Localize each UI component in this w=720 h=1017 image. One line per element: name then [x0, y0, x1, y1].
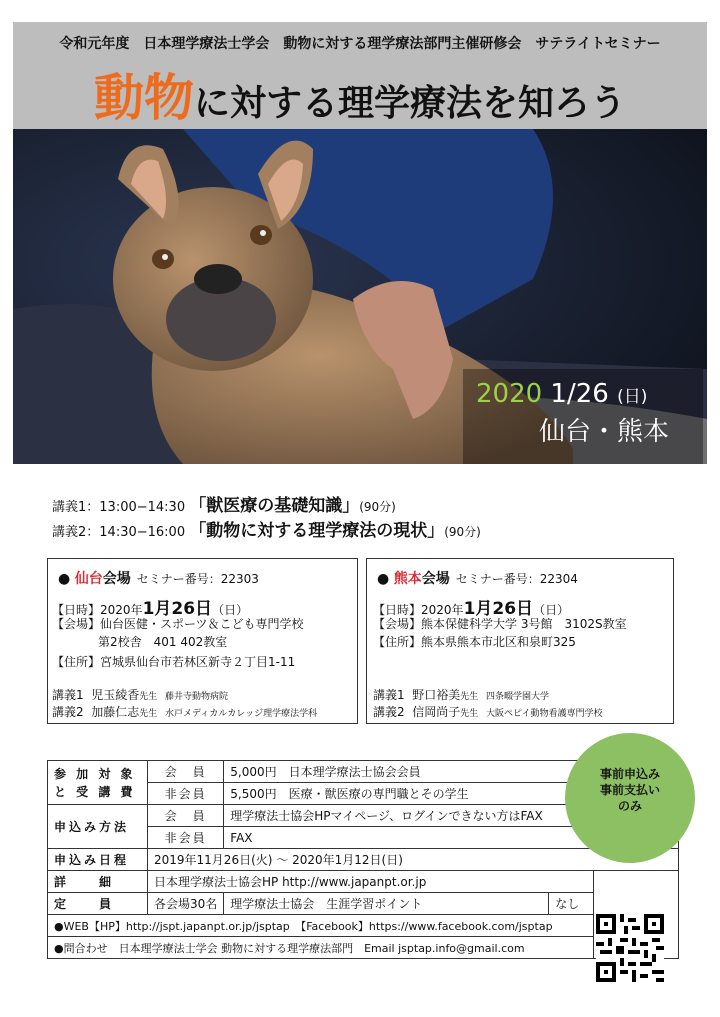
lecturer-honorific: 先生: [139, 692, 158, 702]
lecture-2-title: 「動物に対する理学療法の現状」: [189, 521, 445, 541]
header-subtitle: 令和元年度 日本理学療法士学会 動物に対する理学療法部門主催研修会 サテライトセミナー: [59, 36, 661, 52]
lecturer-affiliation: 四条畷学園大学: [485, 692, 549, 702]
table-row: [48, 871, 679, 893]
title-rest: に対する理学療法を知ろう: [193, 83, 626, 124]
apply-dates-label: 申込み日程: [48, 849, 148, 871]
capacity-label: 定 員: [48, 893, 148, 915]
lecturer-name: 信岡尚子: [412, 705, 461, 719]
lecturer-name: 野口裕美: [412, 688, 461, 702]
bullet-icon: ●: [377, 571, 390, 587]
table-row: [48, 937, 679, 959]
points-value: なし: [549, 893, 594, 915]
qr-code-icon[interactable]: [596, 914, 664, 982]
lecturer-affiliation: 水戸メディカルカレッジ理学療法学科: [164, 709, 318, 719]
date-suffix: （日）: [533, 603, 570, 617]
table-row: [48, 849, 679, 871]
capacity-value: 各会場30名: [148, 893, 224, 915]
date-prefix: 2020年: [100, 603, 143, 617]
date-big: 1月26日: [463, 599, 534, 619]
details-label: 詳 細: [48, 871, 148, 893]
venue-sendai: [47, 558, 358, 724]
date-label: 【日時】: [52, 603, 101, 617]
venue-kumamoto-address: [373, 633, 576, 650]
nonmember-label: 非会員: [148, 783, 224, 805]
lecturer-label: 講義1: [373, 688, 405, 702]
address-label: 【住所】: [52, 655, 101, 669]
event-cities: 仙台・熊本: [539, 417, 670, 447]
table-row: [48, 915, 679, 937]
address-label: 【住所】: [373, 635, 422, 649]
member-label: 会 員: [148, 761, 224, 783]
apply-member-label: 会 員: [148, 805, 224, 827]
prepay-line1: 事前申込み: [599, 767, 660, 781]
lecturer-name: 加藤仁志: [91, 705, 140, 719]
contact-info[interactable]: ●問合わせ 日本理学療法士学会 動物に対する理学療法部門 Email jsptap.info@gmail.com: [48, 937, 594, 959]
apply-method-label: 申込み方法: [48, 805, 148, 849]
venue-kumamoto: [366, 558, 674, 724]
apply-dates-value: 2019年11月26日(火) ～ 2020年1月12日(日): [148, 849, 679, 871]
address-value: 熊本県熊本市北区和泉町325: [421, 635, 576, 649]
place-label: 【会場】: [373, 617, 422, 631]
venue-kumamoto-place: [373, 615, 627, 632]
venue-kumamoto-label: 会場: [421, 571, 450, 587]
place-label: 【会場】: [52, 617, 101, 631]
lecture-1-title: 「獣医療の基礎知識」: [189, 496, 360, 516]
target-label-line1: 参 加 対 象: [54, 766, 136, 781]
date-big: 1月26日: [142, 599, 213, 619]
address-value: 宮城県仙台市若林区新寺２丁目1-11: [100, 655, 296, 669]
venue-sendai-city: 仙台: [74, 571, 103, 587]
place-line1: 仙台医健・スポーツ＆こども専門学校: [100, 617, 304, 631]
prepay-line3: のみ: [617, 799, 642, 813]
venue-sendai-address: [52, 653, 295, 670]
event-year: 2020: [476, 379, 543, 409]
date-label: 【日時】: [373, 603, 422, 617]
venue-sendai-place: [52, 615, 304, 632]
place-line1: 熊本保健科学大学 3号館 3102S教室: [421, 617, 627, 631]
lecturer-honorific: 先生: [139, 709, 158, 719]
target-label: [48, 761, 148, 805]
nonmember-fee: 5,500円 医療・獣医療の専門職とその学生: [224, 783, 594, 805]
venue-sendai-place-line2: 第2校舎 401 402教室: [98, 635, 228, 649]
apply-nonmember-label: 非会員: [148, 827, 224, 849]
apply-member-value: 理学療法士協会HPマイページ、ログインできない方はFAX: [224, 805, 679, 827]
lecture-2-label: 講義2：14:30−16:00: [52, 525, 190, 540]
venue-kumamoto-city: 熊本: [393, 571, 422, 587]
date-suffix: （日）: [212, 603, 249, 617]
apply-nonmember-value: FAX: [224, 827, 679, 849]
lecture-2-duration: (90分): [444, 525, 481, 539]
lecturer-affiliation: 大阪ペピイ動物看護専門学校: [485, 709, 603, 719]
table-row: [48, 893, 679, 915]
points-label: 理学療法士協会 生涯学習ポイント: [224, 893, 549, 915]
lecture-2: [52, 516, 481, 541]
lecture-1: [52, 491, 396, 516]
venue-sendai-lecturer-2: [52, 703, 317, 720]
venue-kumamoto-lecturer-2: [373, 703, 603, 720]
event-day: 1/26: [542, 379, 618, 409]
lecturer-label: 講義2: [52, 705, 84, 719]
venue-sendai-label: 会場: [102, 571, 131, 587]
prepay-line2: 事前支払い: [599, 783, 660, 797]
web-links[interactable]: ●WEB【HP】http://jspt.japanpt.or.jp/jsptap 【Facebook】https://www.facebook.com/jsptap: [48, 915, 594, 937]
title-accent: 動物: [93, 69, 194, 127]
venue-sendai-header: [58, 568, 259, 588]
venue-sendai-lecturer-1: [52, 686, 228, 703]
lecture-1-duration: (90分): [359, 500, 396, 514]
lecture-1-label: 講義1：13:00−14:30: [52, 500, 190, 515]
venue-kumamoto-seminar-no: セミナー番号：22304: [455, 572, 578, 586]
venue-kumamoto-lecturer-1: [373, 686, 549, 703]
lecturer-label: 講義1: [52, 688, 84, 702]
lecturer-affiliation: 藤井寺動物病院: [164, 692, 228, 702]
member-fee: 5,000円 日本理学療法士協会会員: [224, 761, 594, 783]
bullet-icon: ●: [58, 571, 71, 587]
venue-kumamoto-header: [377, 568, 578, 588]
header-banner: [13, 22, 707, 129]
lecturer-label: 講義2: [373, 705, 405, 719]
date-prefix: 2020年: [421, 603, 464, 617]
venue-sendai-seminar-no: セミナー番号：22303: [136, 572, 259, 586]
prepay-badge: [565, 733, 695, 863]
lecturer-honorific: 先生: [460, 692, 479, 702]
details-value: 日本理学療法士協会HP http://www.japanpt.or.jp: [148, 871, 594, 893]
main-title: [13, 58, 707, 130]
target-label-line2: と 受 講 費: [54, 784, 136, 799]
event-date: [476, 379, 647, 409]
event-dow: (日): [617, 387, 648, 407]
lecturer-honorific: 先生: [460, 709, 479, 719]
lecturer-name: 児玉綾香: [91, 688, 140, 702]
